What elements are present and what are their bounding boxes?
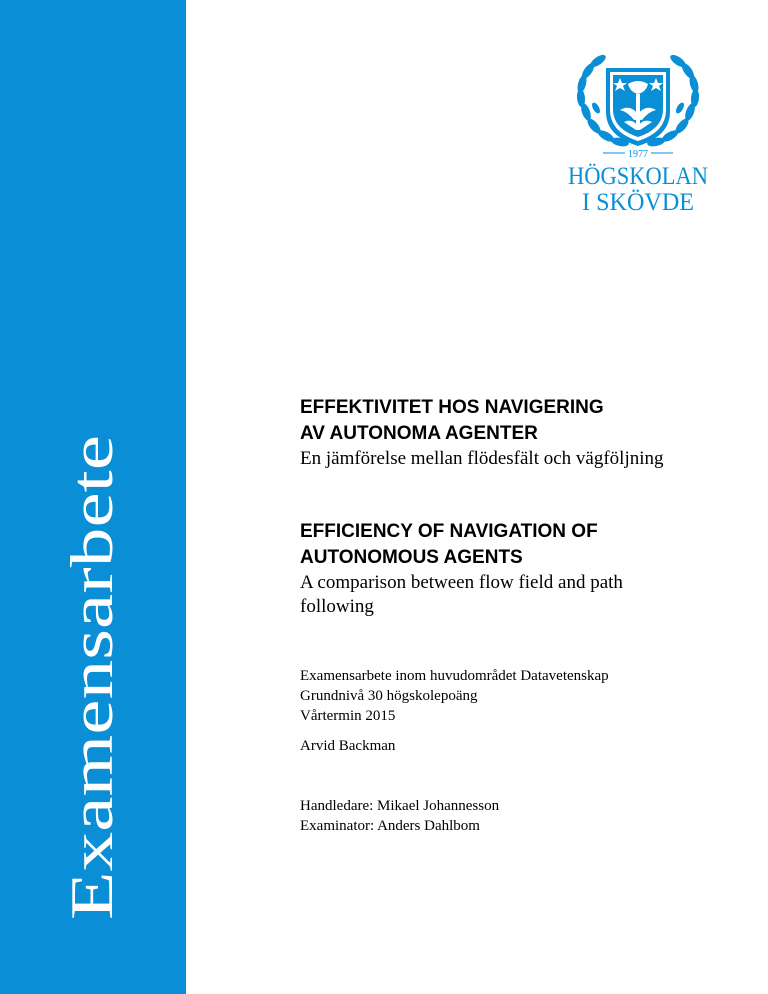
thesis-details xyxy=(300,666,740,726)
english-subtitle-line1: A comparison between flow field and path xyxy=(300,572,623,593)
logo-line1: HÖGSKOLAN xyxy=(568,163,708,190)
crest-icon xyxy=(568,50,708,220)
swedish-title-block xyxy=(300,395,740,471)
thesis-subject: Examensarbete inom huvudområdet Datavetenskap xyxy=(300,668,609,684)
thesis-term: Vårtermin 2015 xyxy=(300,708,396,724)
sidebar-label-text: Examensarbete xyxy=(59,553,125,920)
swedish-subtitle: En jämförelse mellan flödesfält och vägföljning xyxy=(300,448,664,469)
swedish-title-line2: AV AUTONOMA AGENTER xyxy=(300,423,538,444)
english-subtitle-line2: following xyxy=(300,596,374,617)
logo-line2: I SKÖVDE xyxy=(582,189,694,216)
english-title-line2: AUTONOMOUS AGENTS xyxy=(300,547,523,568)
english-title-block xyxy=(300,519,740,619)
logo-year: 1977 xyxy=(628,149,648,160)
english-title-line1: EFFICIENCY OF NAVIGATION OF xyxy=(300,521,598,542)
swedish-title-line1: EFFEKTIVITET HOS NAVIGERING xyxy=(300,397,604,418)
examiner-name: Examinator: Anders Dahlbom xyxy=(300,818,480,834)
supervisors-block xyxy=(300,796,740,836)
sidebar-label xyxy=(0,0,186,994)
author-block xyxy=(300,736,740,756)
university-logo xyxy=(568,50,708,220)
author-name: Arvid Backman xyxy=(300,738,396,754)
thesis-level: Grundnivå 30 högskolepoäng xyxy=(300,688,478,704)
supervisor-name: Handledare: Mikael Johannesson xyxy=(300,798,500,814)
